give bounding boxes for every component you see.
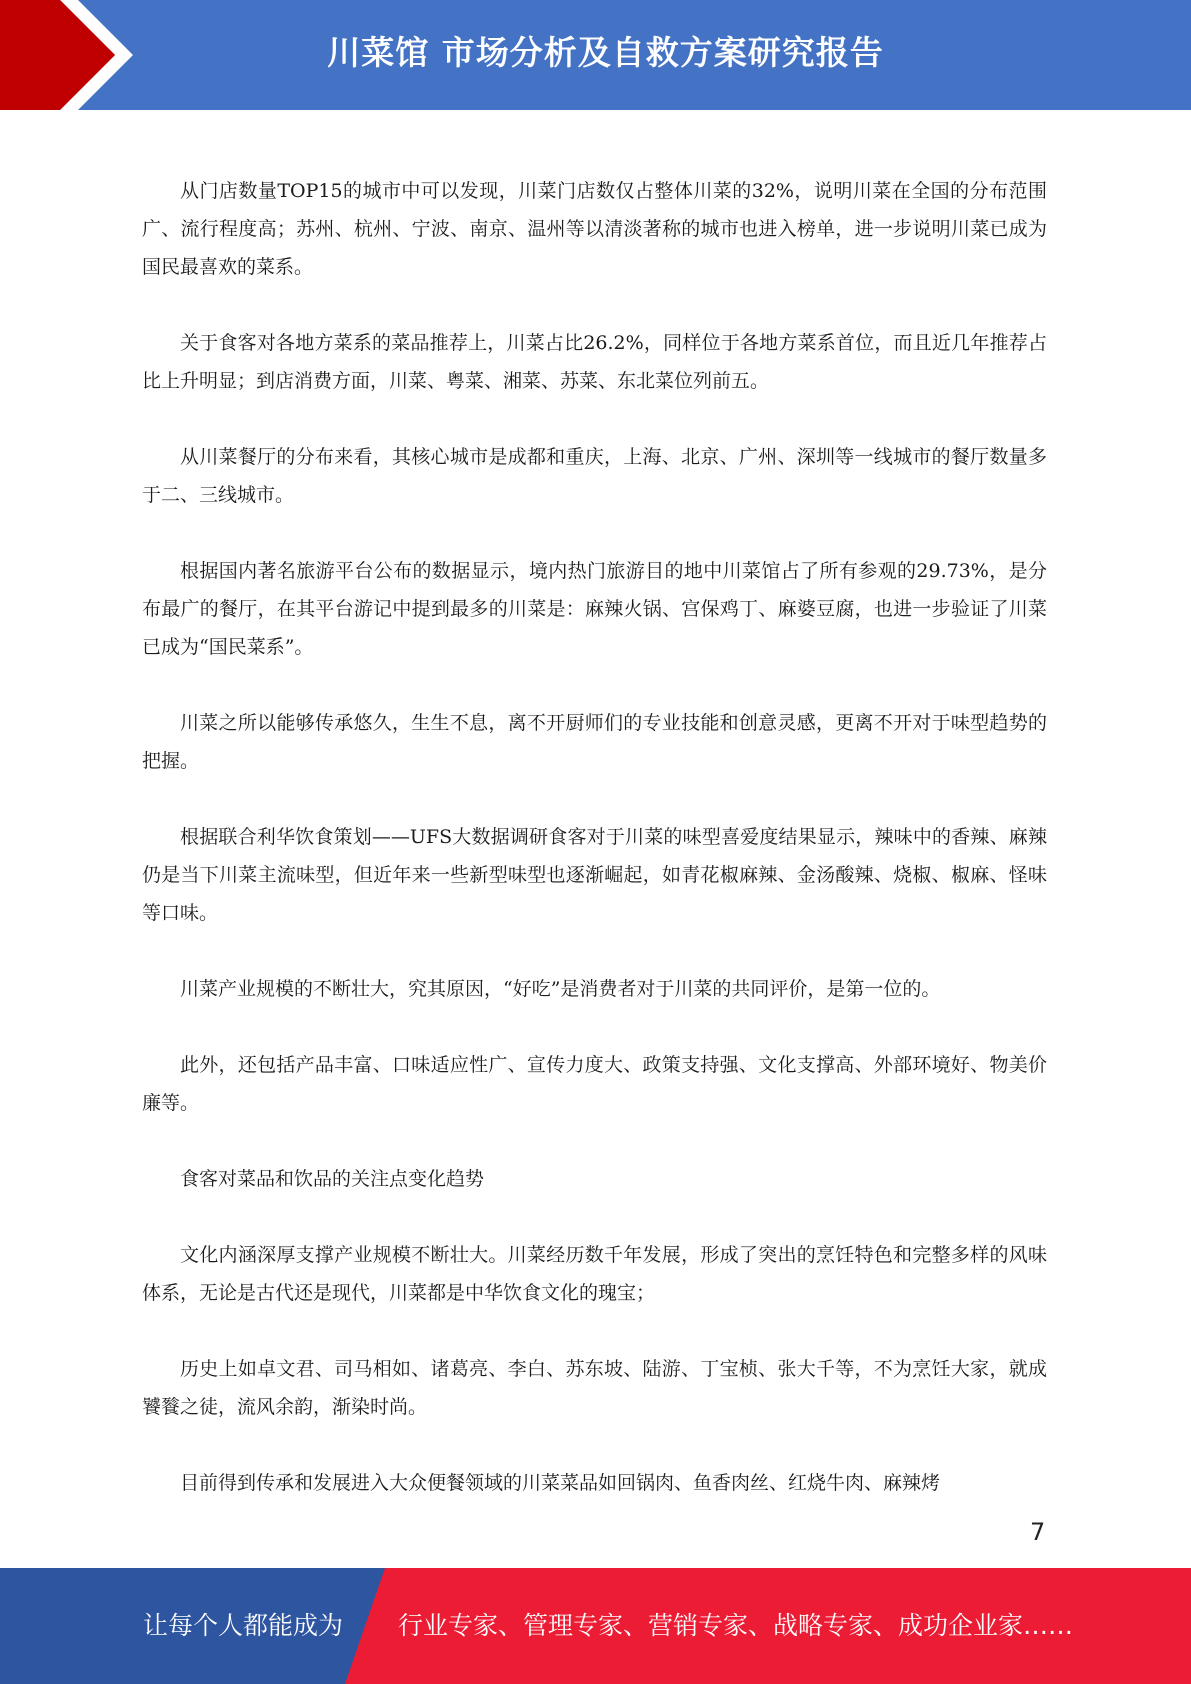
paragraph-9: 文化内涵深厚支撑产业规模不断壮大。川菜经历数千年发展，形成了突出的烹饪特色和完整多样的风味体系，无论是古代还是现代，川菜都是中华饮食文化的瑰宝； bbox=[142, 1244, 1047, 1304]
paragraph-11: 目前得到传承和发展进入大众便餐领域的川菜菜品如回锅肉、鱼香肉丝、红烧牛肉、麻辣烤 bbox=[180, 1472, 941, 1494]
document-body bbox=[142, 172, 1047, 1540]
paragraph-3: 从川菜餐厅的分布来看，其核心城市是成都和重庆，上海、北京、广州、深圳等一线城市的餐厅数量多于二、三线城市。 bbox=[142, 446, 1047, 506]
paragraph-8: 此外，还包括产品丰富、口味适应性广、宣传力度大、政策支持强、文化支撑高、外部环境好、物美价廉等。 bbox=[142, 1054, 1047, 1114]
page-number: 7 bbox=[1030, 1518, 1046, 1546]
paragraph-7: 川菜产业规模的不断壮大，究其原因，“好吃”是消费者对于川菜的共同评价，是第一位的。 bbox=[180, 978, 941, 1000]
page-footer bbox=[0, 1568, 1191, 1684]
paragraph-4: 根据国内著名旅游平台公布的数据显示，境内热门旅游目的地中川菜馆占了所有参观的29.73%，是分布最广的餐厅，在其平台游记中提到最多的川菜是：麻辣火锅、宫保鸡丁、麻婆豆腐，也进一步验证了川菜已成为“国民菜系”。 bbox=[142, 560, 1047, 658]
paragraph-5: 川菜之所以能够传承悠久，生生不息，离不开厨师们的专业技能和创意灵感，更离不开对于味型趋势的把握。 bbox=[142, 712, 1047, 772]
footer-slogan-right: 行业专家、管理专家、营销专家、战略专家、成功企业家…… bbox=[398, 1611, 1074, 1640]
paragraph-6: 根据联合利华饮食策划——UFS大数据调研食客对于川菜的味型喜爱度结果显示，辣味中的香辣、麻辣仍是当下川菜主流味型，但近年来一些新型味型也逐渐崛起，如青花椒麻辣、金汤酸辣、烧椒、椒麻、怪味等口味。 bbox=[142, 826, 1047, 924]
report-title: 川菜馆 市场分析及自救方案研究报告 bbox=[327, 33, 884, 72]
section-heading: 食客对菜品和饮品的关注点变化趋势 bbox=[180, 1168, 485, 1190]
footer-slogan-left: 让每个人都能成为 bbox=[143, 1611, 344, 1640]
paragraph-2: 关于食客对各地方菜系的菜品推荐上，川菜占比26.2%，同样位于各地方菜系首位，而且近几年推荐占比上升明显；到店消费方面，川菜、粤菜、湘菜、苏菜、东北菜位列前五。 bbox=[142, 332, 1047, 392]
paragraph-10: 历史上如卓文君、司马相如、诸葛亮、李白、苏东坡、陆游、丁宝桢、张大千等，不为烹饪大家，就成饕餮之徒，流风余韵，渐染时尚。 bbox=[142, 1358, 1047, 1418]
paragraph-1: 从门店数量TOP15的城市中可以发现，川菜门店数仅占整体川菜的32%，说明川菜在全国的分布范围广、流行程度高；苏州、杭州、宁波、南京、温州等以清淡著称的城市也进入榜单，进一步说明川菜已成为国民最喜欢的菜系。 bbox=[142, 180, 1047, 278]
page-header bbox=[0, 0, 1191, 110]
